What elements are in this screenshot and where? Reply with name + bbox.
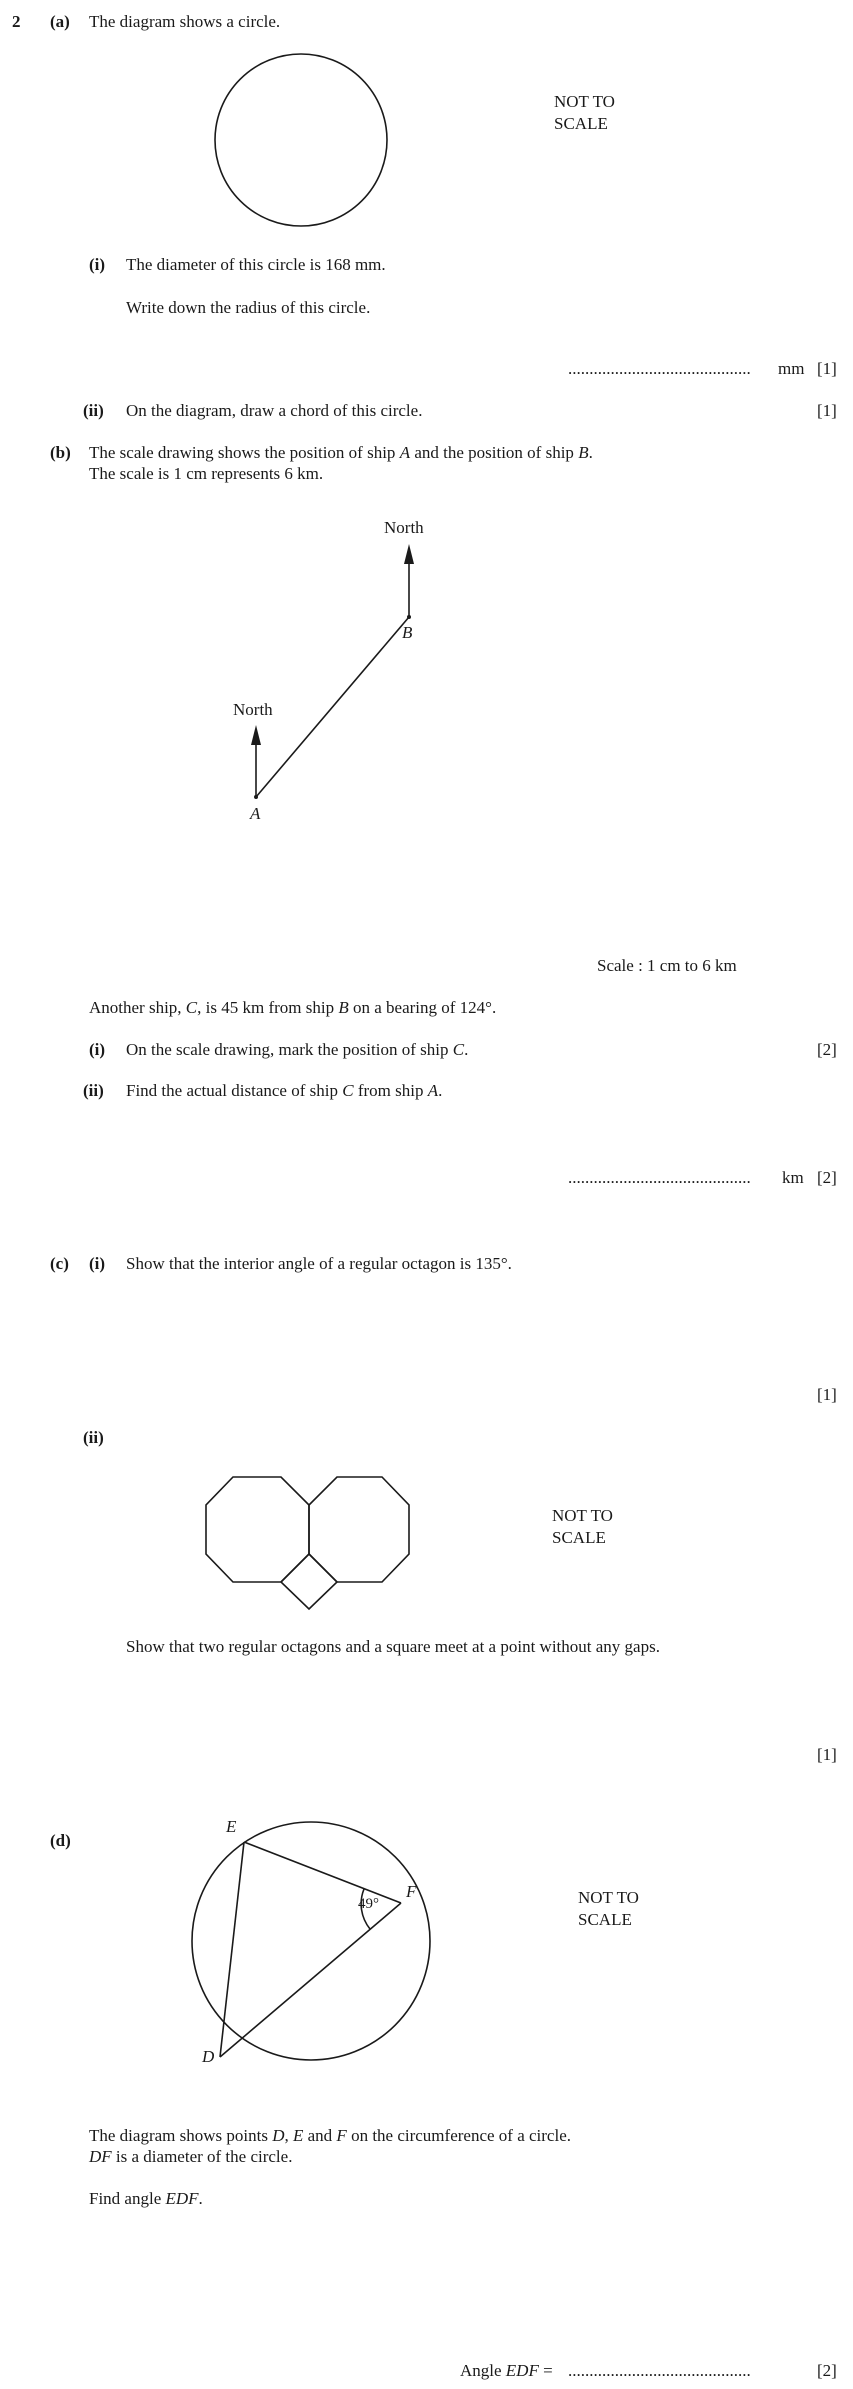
part-b-ii-text: Find the actual distance of ship C from ship A. — [126, 1081, 443, 1100]
radius-answer-line[interactable]: ........................................... — [568, 359, 751, 378]
part-a-i-line1: The diameter of this circle is 168 mm. — [126, 255, 386, 274]
part-c-i-label: (i) — [89, 1254, 106, 1273]
point-b-dot — [407, 615, 411, 619]
marks-a-i: [1] — [817, 359, 837, 378]
part-d-label: (d) — [50, 1831, 71, 1850]
part-b-line2: The scale is 1 cm represents 6 km. — [89, 464, 324, 483]
part-c-ii-text: Show that two regular octagons and a square meet at a point without any gaps. — [126, 1637, 660, 1656]
part-d-line2: DF is a diameter of the circle. — [89, 2147, 293, 2166]
part-a-ii-text: On the diagram, draw a chord of this circle. — [126, 401, 423, 420]
square — [281, 1554, 337, 1609]
marks-c-i: [1] — [817, 1385, 837, 1404]
marks-b-i: [2] — [817, 1040, 837, 1059]
left-octagon — [206, 1477, 309, 1582]
another-ship-text: Another ship, C, is 45 km from ship B on a bearing of 124°. — [89, 998, 497, 1017]
point-d-label: D — [202, 2047, 215, 2066]
north-arrow-b-head — [404, 544, 414, 564]
marks-a-ii: [1] — [817, 401, 837, 420]
part-d-line3: Find angle EDF. — [89, 2189, 203, 2208]
point-f-label: F — [406, 1882, 417, 1901]
marks-c-ii: [1] — [817, 1745, 837, 1764]
right-octagon — [309, 1477, 409, 1582]
scale-drawing[interactable] — [251, 544, 414, 799]
north-arrow-a-head — [251, 725, 261, 745]
angle-answer-line[interactable]: ........................................... — [568, 2361, 751, 2380]
not-to-scale-a-line1: NOT TO — [554, 92, 615, 111]
part-c-label: (c) — [50, 1254, 69, 1273]
part-b-label: (b) — [50, 443, 71, 462]
not-to-scale-d-line2: SCALE — [578, 1910, 632, 1929]
circle-d — [192, 1822, 430, 2060]
part-c-i-text: Show that the interior angle of a regular octagon is 135°. — [126, 1254, 512, 1273]
line-ab — [256, 617, 409, 797]
circle-diagram[interactable] — [215, 54, 387, 226]
not-to-scale-d-line1: NOT TO — [578, 1888, 639, 1907]
distance-unit: km — [782, 1168, 804, 1187]
part-a-label: (a) — [50, 12, 70, 31]
part-a-i-line2: Write down the radius of this circle. — [126, 298, 371, 317]
not-to-scale-c-line2: SCALE — [552, 1528, 606, 1547]
part-b-ii-label: (ii) — [83, 1081, 104, 1100]
angle-answer-prefix: Angle EDF = — [460, 2361, 553, 2380]
north-label-b: North — [384, 518, 424, 537]
part-a-ii-label: (ii) — [83, 401, 104, 420]
radius-unit: mm — [778, 359, 805, 378]
not-to-scale-c-line1: NOT TO — [552, 1506, 613, 1525]
circle-triangle-diagram — [192, 1822, 430, 2060]
marks-b-ii: [2] — [817, 1168, 837, 1187]
marks-d: [2] — [817, 2361, 837, 2380]
part-c-ii-label: (ii) — [83, 1428, 104, 1447]
point-b-label: B — [402, 623, 413, 642]
angle-label: 49° — [358, 1896, 379, 1912]
scale-label: Scale : 1 cm to 6 km — [597, 956, 737, 975]
point-a-dot — [254, 795, 258, 799]
part-b-i-label: (i) — [89, 1040, 106, 1059]
north-label-a: North — [233, 700, 273, 719]
octagons-diagram — [206, 1477, 409, 1609]
point-a-label: A — [250, 804, 261, 823]
part-a-i-label: (i) — [89, 255, 106, 274]
line-ef — [244, 1842, 401, 1903]
line-de — [220, 1842, 244, 2057]
part-d-line1: The diagram shows points D, E and F on the circumference of a circle. — [89, 2126, 571, 2145]
part-b-line1: The scale drawing shows the position of ship A and the position of ship B. — [89, 443, 593, 462]
part-b-i-text: On the scale drawing, mark the position of ship C. — [126, 1040, 469, 1059]
point-e-label: E — [226, 1817, 237, 1836]
part-a-intro: The diagram shows a circle. — [89, 12, 281, 31]
not-to-scale-a-line2: SCALE — [554, 114, 608, 133]
line-df — [220, 1903, 401, 2057]
question-number: 2 — [12, 12, 21, 31]
distance-answer-line[interactable]: ........................................... — [568, 1168, 751, 1187]
